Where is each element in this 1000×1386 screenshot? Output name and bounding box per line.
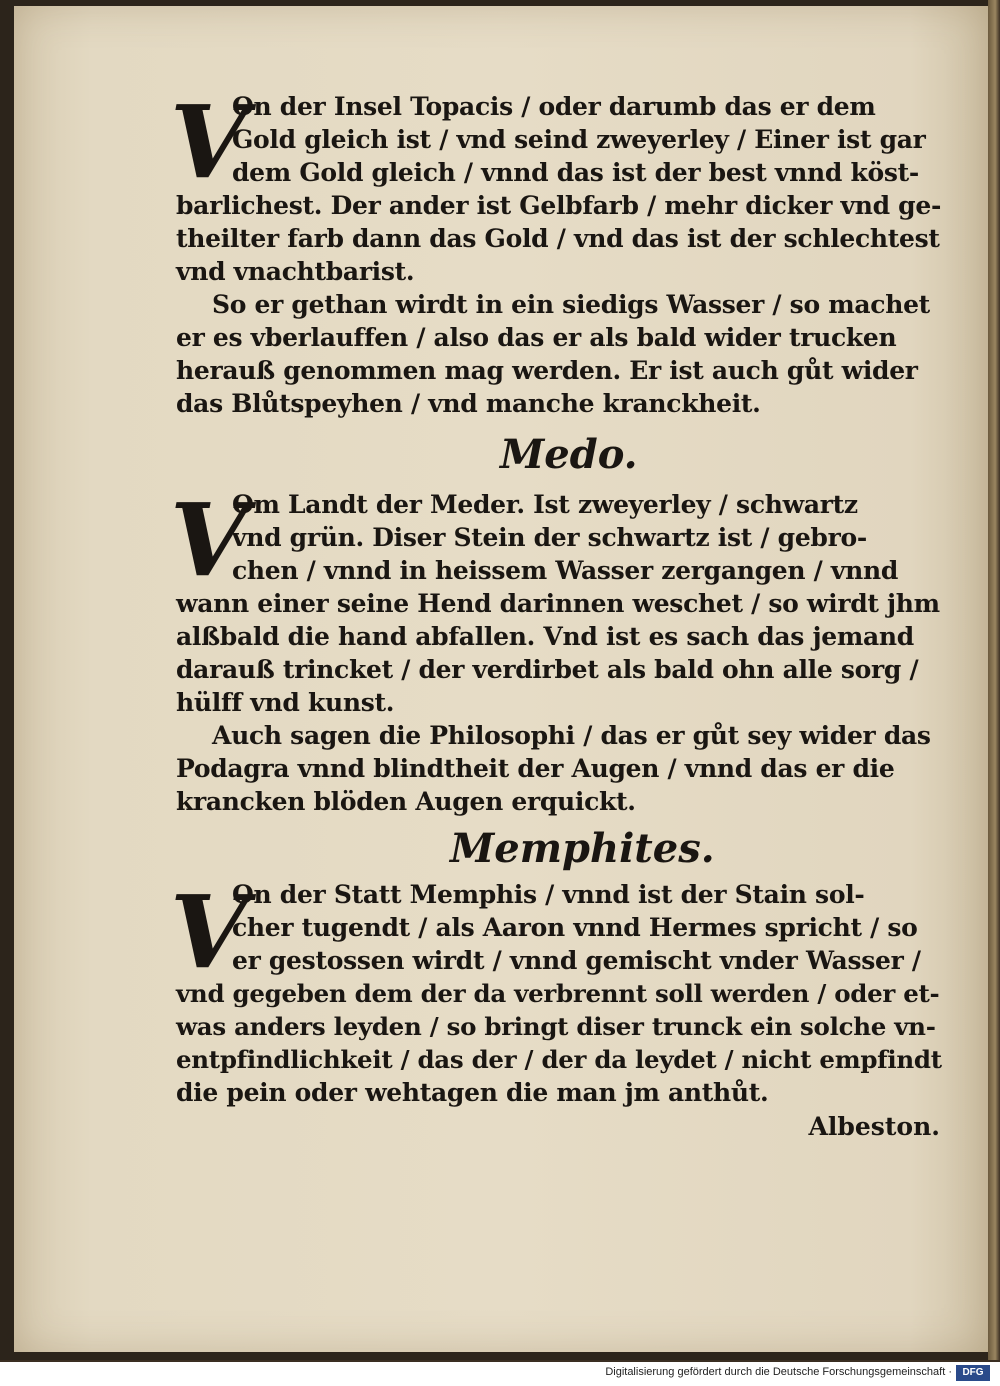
text-line: chen / vnnd in heissem Wasser zergangen / vnnd: [232, 556, 899, 585]
section-topacis-body: [176, 189, 946, 420]
text-line: was anders leyden / so bringt diser trunck ein solche vn-: [176, 1012, 936, 1041]
catchword: Albeston.: [808, 1112, 940, 1141]
dfg-logo-text: DFG: [962, 1367, 984, 1378]
dfg-logo-icon: [956, 1365, 990, 1381]
text-line: On der Statt Memphis / vnnd ist der Stain sol-: [232, 880, 865, 909]
section-heading-memphites: Memphites.: [450, 825, 715, 872]
drop-initial: V: [170, 873, 248, 991]
text-line: theilter farb dann das Gold / vnd das ist der schlechtest: [176, 224, 940, 253]
text-line: entpfindlichkeit / das der / der da leydet / nicht empfindt: [176, 1045, 942, 1074]
text-line: alßbald die hand abfallen. Vnd ist es sach das jemand: [176, 622, 914, 651]
text-line: er es vberlauffen / also das er als bald wider trucken: [176, 323, 897, 352]
section-medo-intro: [232, 488, 952, 587]
text-line: die pein oder wehtagen die man jm anthůt.: [176, 1078, 769, 1107]
section-heading-medo: Medo.: [500, 431, 638, 478]
section-topacis-intro: [232, 90, 952, 189]
text-line: cher tugendt / als Aaron vnnd Hermes spricht / so: [232, 913, 918, 942]
text-line: Om Landt der Meder. Ist zweyerley / schwartz: [232, 490, 858, 519]
text-line: er gestossen wirdt / vnnd gemischt vnder Wasser /: [232, 946, 921, 975]
section-memphites-body: [176, 977, 946, 1109]
text-line: vnd vnachtbarist.: [176, 257, 415, 286]
text-line: barlichest. Der ander ist Gelbfarb / mehr dicker vnd ge-: [176, 191, 942, 220]
text-line: darauß trincket / der verdirbet als bald ohn alle sorg /: [176, 655, 919, 684]
drop-initial: V: [170, 83, 248, 201]
funding-notice: Digitalisierung gefördert durch die Deutsche Forschungsgemeinschaft ·: [605, 1366, 952, 1378]
text-line: vnd gegeben dem der da verbrennt soll werden / oder et-: [176, 979, 940, 1008]
text-line: dem Gold gleich / vnnd das ist der best vnnd köst-: [232, 158, 919, 187]
text-line: Gold gleich ist / vnd seind zweyerley / Einer ist gar: [232, 125, 926, 154]
text-line: So er gethan wirdt in ein siedigs Wasser / so machet: [212, 290, 930, 319]
text-line: Auch sagen die Philosophi / das er gůt sey wider das: [212, 721, 931, 750]
text-line: Podagra vnnd blindtheit der Augen / vnnd das er die: [176, 754, 895, 783]
text-line: das Blůtspeyhen / vnd manche kranckheit.: [176, 389, 761, 418]
text-line: wann einer seine Hend darinnen weschet / so wirdt jhm: [176, 589, 940, 618]
drop-initial: V: [170, 481, 248, 599]
book-edge: [988, 0, 1000, 1360]
text-line: krancken blöden Augen erquickt.: [176, 787, 636, 816]
text-line: herauß genommen mag werden. Er ist auch gůt wider: [176, 356, 918, 385]
section-memphites-intro: [232, 878, 952, 977]
text-line: vnd grün. Diser Stein der schwartz ist / gebro-: [232, 523, 867, 552]
text-line: On der Insel Topacis / oder darumb das er dem: [232, 92, 876, 121]
section-medo-body: [176, 587, 946, 818]
text-line: hülff vnd kunst.: [176, 688, 395, 717]
